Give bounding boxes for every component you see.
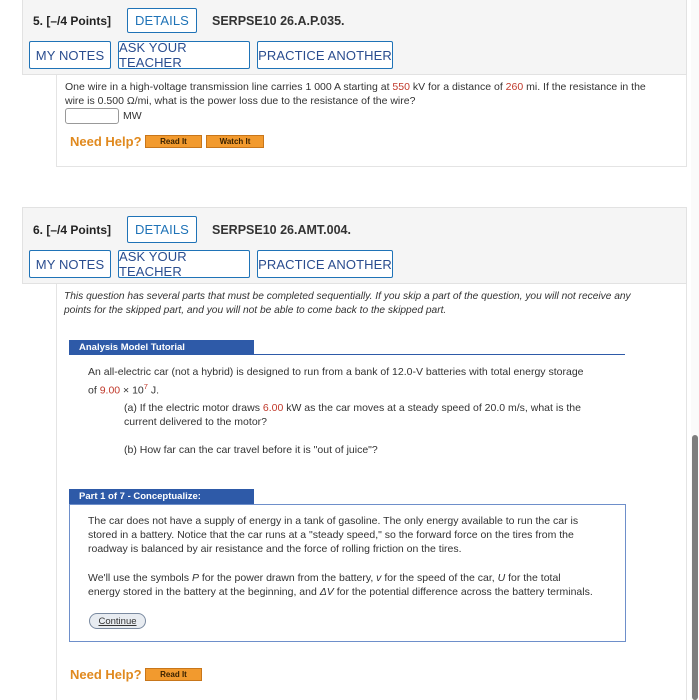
q5-read-it-button[interactable]: Read It [145, 135, 202, 148]
q5-practice-another-button[interactable]: PRACTICE ANOTHER [257, 41, 393, 69]
part-1-para1-line3: roadway is balanced by air resistance and the force of rolling friction on the tires. [88, 543, 462, 555]
part-1-para1-line2: stored in a battery. Notice that the car runs at a "steady speed," so the forward force on the tires from the [88, 529, 574, 541]
energy-exponent: 7 [143, 382, 148, 391]
part-b-text: (b) How far can the car travel before it is "out of juice"? [124, 444, 378, 456]
q5-my-notes-button[interactable]: MY NOTES [29, 41, 111, 69]
q5-distance-value: 260 [505, 81, 524, 93]
tutorial-divider [69, 354, 625, 355]
part-a-line1: (a) If the electric motor draws 6.00 kW as the car moves at a steady speed of 20.0 m/s, what is the [124, 402, 581, 414]
q5-voltage-value: 550 [392, 81, 410, 93]
q5-prompt-line2: wire is 0.500 Ω/mi, what is the power loss due to the resistance of the wire? [65, 95, 416, 107]
part-1-header: Part 1 of 7 - Conceptualize: [69, 489, 254, 504]
tutorial-header: Analysis Model Tutorial [69, 340, 254, 355]
part-a-line2: current delivered to the motor? [124, 416, 267, 428]
continue-button[interactable]: Continue [89, 613, 146, 629]
q6-my-notes-button[interactable]: MY NOTES [29, 250, 111, 278]
page-scrollbar-thumb[interactable] [692, 435, 698, 700]
part-1-para2-line2: energy stored in the battery at the beginning, and ΔV for the potential difference across the battery terminals. [88, 586, 593, 598]
part-1-para2-line1: We'll use the symbols P for the power drawn from the battery, v for the speed of the car, U for the total [88, 572, 561, 584]
q6-need-help-label: Need Help? [70, 667, 142, 682]
q6-details-button[interactable]: DETAILS [127, 216, 197, 243]
q5-watch-it-button[interactable]: Watch It [206, 135, 264, 148]
energy-mantissa: 9.00 [99, 384, 121, 397]
question-5-title: 5. [–/4 Points] [33, 14, 112, 28]
tutorial-problem-line2: of $9.00 \times 10^7$ J. [88, 382, 160, 397]
part-1-para1-line1: The car does not have a supply of energy in a tank of gasoline. The only energy available to run the car is [88, 515, 579, 527]
q5-prompt-line1: One wire in a high-voltage transmission line carries 1 000 A starting at 550 kV for a distance of 260 mi. If the resistance in the [65, 81, 646, 93]
q6-intro-line1: This question has several parts that must be completed sequentially. If you skip a part of the question, you will not receive any [64, 291, 631, 302]
q5-question-code: SERPSE10 26.A.P.035. [212, 14, 345, 28]
q5-need-help-label: Need Help? [70, 134, 142, 149]
q5-answer-input[interactable] [65, 108, 119, 124]
q6-practice-another-button[interactable]: PRACTICE ANOTHER [257, 250, 393, 278]
question-6-title: 6. [–/4 Points] [33, 223, 112, 237]
q6-read-it-button[interactable]: Read It [145, 668, 202, 681]
q6-intro-line2: points for the skipped part, and you will not be able to come back to the skipped part. [64, 305, 447, 316]
power-value: 6.00 [262, 402, 284, 414]
q6-ask-teacher-button[interactable]: ASK YOUR TEACHER [118, 250, 250, 278]
q5-details-button[interactable]: DETAILS [127, 8, 197, 33]
q5-ask-teacher-button[interactable]: ASK YOUR TEACHER [118, 41, 250, 69]
tutorial-problem-line1: An all-electric car (not a hybrid) is designed to run from a bank of 12.0-V batteries with total energy storage [88, 366, 584, 378]
q5-answer-unit: MW [123, 110, 142, 122]
q6-question-code: SERPSE10 26.AMT.004. [212, 223, 351, 237]
